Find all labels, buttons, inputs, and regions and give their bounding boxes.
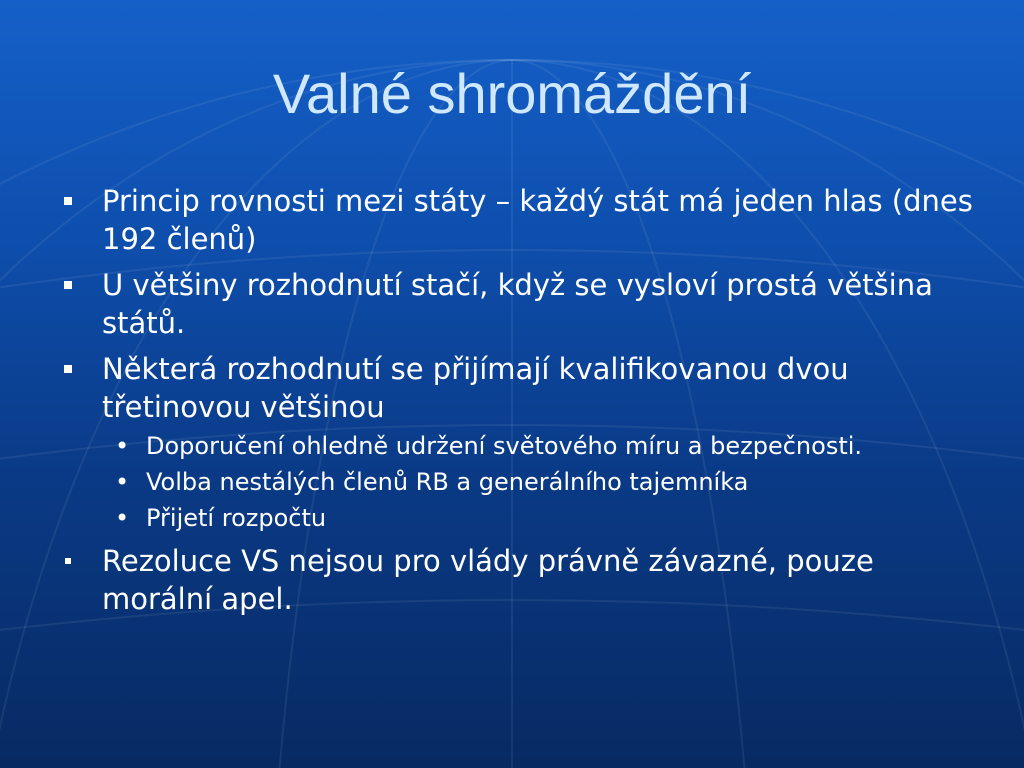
slide-body <box>60 182 980 626</box>
slide-title: Valné shromáždění <box>272 62 752 125</box>
bullet-item <box>60 350 980 426</box>
square-bullet-icon <box>64 281 72 289</box>
round-bullet-icon: • <box>115 468 130 496</box>
bullet-item <box>60 542 980 618</box>
sub-bullet-item <box>60 502 980 534</box>
square-bullet-icon <box>64 365 72 373</box>
round-bullet-icon: • <box>115 504 130 532</box>
bullet-item <box>60 182 980 258</box>
sub-bullet-text: Volba nestálých členů RB a generálního tajemníka <box>146 468 749 496</box>
bullet-text: Rezoluce VS nejsou pro vlády právně závazné, pouze morální apel. <box>102 544 874 616</box>
sub-bullet-list <box>60 430 980 534</box>
sub-bullet-text: Přijetí rozpočtu <box>146 504 327 532</box>
round-bullet-icon: • <box>115 432 130 460</box>
square-bullet-icon <box>65 558 71 564</box>
sub-bullet-item <box>60 466 980 498</box>
sub-bullet-text: Doporučení ohledně udržení světového míru a bezpečnosti. <box>146 432 863 460</box>
bullet-text: Některá rozhodnutí se přijímají kvalifikovanou dvou třetinovou většinou <box>102 352 849 424</box>
bullet-text: U většiny rozhodnutí stačí, když se vysloví prostá většina států. <box>102 268 933 340</box>
bullet-text: Princip rovnosti mezi státy – každý stát má jeden hlas (dnes 192 členů) <box>102 184 973 256</box>
bullet-item <box>60 266 980 342</box>
sub-bullet-item <box>60 430 980 462</box>
square-bullet-icon <box>64 197 72 205</box>
